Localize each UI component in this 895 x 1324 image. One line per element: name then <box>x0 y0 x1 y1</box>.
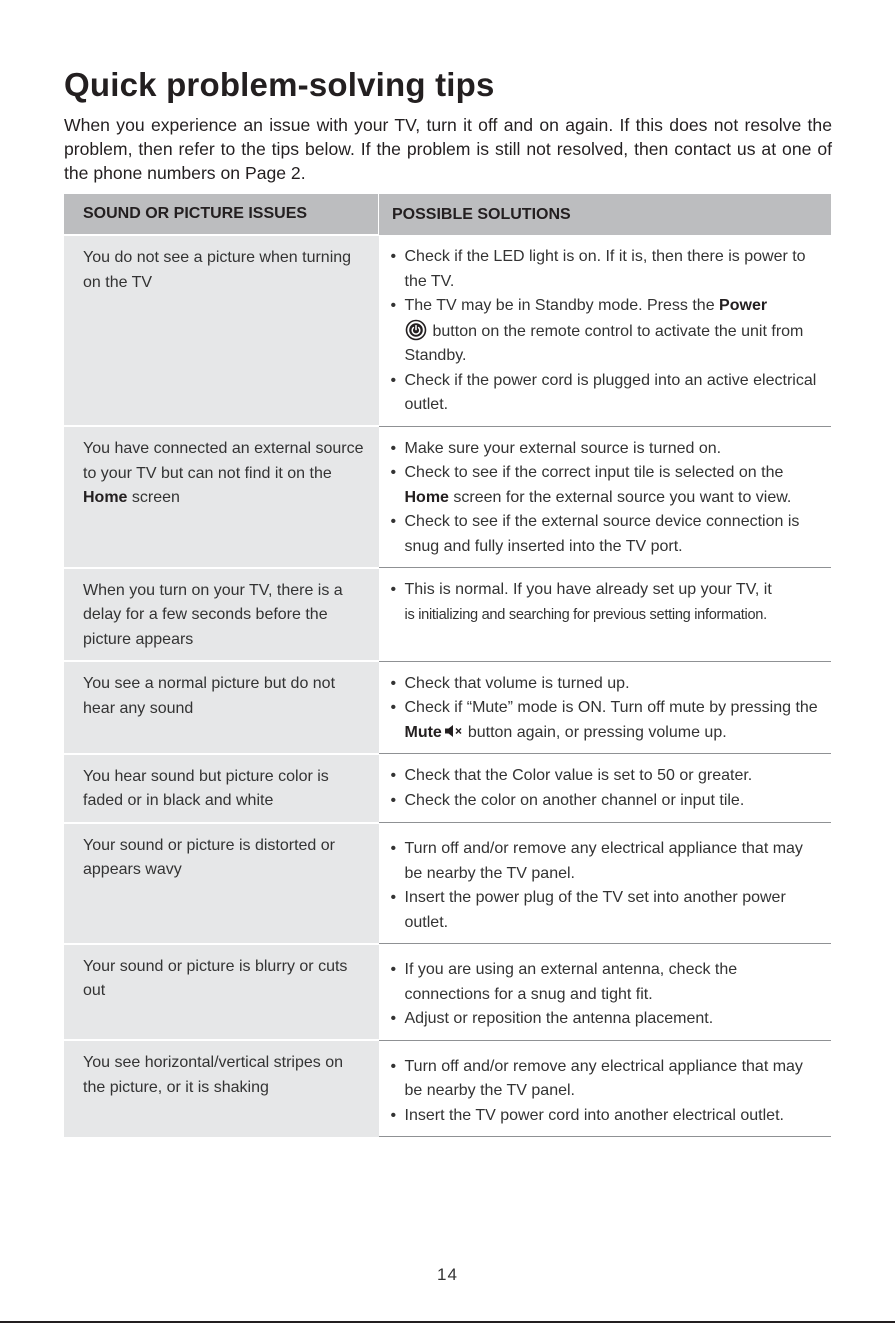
page-title: Quick problem-solving tips <box>64 66 495 103</box>
solution-item: • Make sure your external source is turned on. <box>391 437 826 462</box>
table-row <box>64 944 831 1041</box>
issue-cell: You do not see a picture when turning on the TV <box>64 235 379 426</box>
solution-cell <box>379 823 832 944</box>
issue-text: You have connected an external source to your TV but can not find it on the <box>83 440 364 482</box>
table-row <box>64 1040 831 1137</box>
solution-item: • Insert the power plug of the TV set into another power outlet. <box>391 886 826 935</box>
solution-text: button again, or pressing volume up. <box>467 723 727 741</box>
issue-cell: You see horizontal/vertical stripes on the picture, or it is shaking <box>64 1040 379 1137</box>
power-button-icon <box>405 319 427 341</box>
table-row <box>64 568 831 662</box>
solution-text: The TV may be in Standby mode. Press the <box>404 297 715 314</box>
power-label: Power <box>719 297 768 314</box>
home-label: Home <box>404 488 449 506</box>
solution-item: • Check if the LED light is on. If it is, then there is power to the TV. <box>391 245 826 294</box>
issue-cell: When you turn on your TV, there is a delay for a few seconds before the picture appears <box>64 568 379 662</box>
solution-list <box>391 764 826 813</box>
bottom-rule <box>0 1321 895 1323</box>
solution-item: • Check the color on another channel or input tile. <box>391 789 826 814</box>
solution-list <box>391 837 826 935</box>
solution-item: • Turn off and/or remove any electrical appliance that may be nearby the TV panel. <box>391 837 826 886</box>
troubleshooting-table <box>64 194 831 1137</box>
solution-text: is initializing and searching for previous setting information. <box>404 606 767 623</box>
issue-cell <box>64 426 379 568</box>
solution-item <box>391 461 826 510</box>
solution-item: • Check if the power cord is plugged into an active electrical outlet. <box>391 369 826 418</box>
home-label: Home <box>83 489 128 506</box>
intro-paragraph: When you experience an issue with your TV, turn it off and on again. If this does not resolve the problem, then refer to the tips below. If the problem is still not resolved, then contact us at one of the phone numbers on Page 2. <box>64 115 832 183</box>
solution-text: This is normal. If you have already set up your TV, it <box>404 581 772 598</box>
solution-item: • Check to see if the external source device connection is snug and fully inserted into the TV port. <box>391 510 826 559</box>
mute-label: Mute <box>404 723 442 741</box>
solution-list <box>391 672 826 746</box>
solution-text: screen for the external source you want to view. <box>453 488 792 506</box>
solution-text: button on the remote control to activate the unit from Standby. <box>404 322 804 364</box>
table-row <box>64 235 831 426</box>
issue-cell: Your sound or picture is blurry or cuts out <box>64 944 379 1041</box>
solution-text: Check to see if the correct input tile is selected on the <box>404 464 784 481</box>
table-row <box>64 426 831 568</box>
solution-item <box>391 696 826 745</box>
solution-cell <box>379 754 832 823</box>
solution-cell <box>379 661 832 754</box>
issue-cell: Your sound or picture is distorted or appears wavy <box>64 823 379 944</box>
header-issues: SOUND OR PICTURE ISSUES <box>64 194 379 235</box>
issue-cell: You see a normal picture but do not hear any sound <box>64 661 379 754</box>
solution-cell <box>379 1040 832 1137</box>
table-row <box>64 661 831 754</box>
issue-cell: You hear sound but picture color is faded or in black and white <box>64 754 379 823</box>
mute-icon <box>444 724 464 738</box>
header-solutions: POSSIBLE SOLUTIONS <box>379 194 832 235</box>
solution-item <box>391 294 826 369</box>
solution-item: • Insert the TV power cord into another electrical outlet. <box>391 1104 826 1129</box>
solution-item: • Check that volume is turned up. <box>391 672 826 697</box>
solution-item: • Adjust or reposition the antenna placement. <box>391 1007 826 1032</box>
solution-item: • If you are using an external antenna, check the connections for a snug and tight fit. <box>391 958 826 1007</box>
solution-cell <box>379 235 832 426</box>
solution-list <box>391 245 826 418</box>
solution-cell <box>379 568 832 662</box>
solution-list <box>391 437 826 560</box>
page-number: 14 <box>437 1265 458 1284</box>
table-header-row <box>64 194 831 235</box>
solution-list <box>391 958 826 1032</box>
solution-item: • Turn off and/or remove any electrical appliance that may be nearby the TV panel. <box>391 1055 826 1104</box>
solution-list <box>391 1055 826 1129</box>
solution-list <box>391 578 826 627</box>
solution-item <box>391 578 826 627</box>
solution-text: Check if “Mute” mode is ON. Turn off mute by pressing the <box>404 699 818 716</box>
solution-item: • Check that the Color value is set to 50 or greater. <box>391 764 826 789</box>
table-row <box>64 823 831 944</box>
issue-text: screen <box>131 489 180 506</box>
solution-cell <box>379 426 832 568</box>
table-row <box>64 754 831 823</box>
solution-cell <box>379 944 832 1041</box>
